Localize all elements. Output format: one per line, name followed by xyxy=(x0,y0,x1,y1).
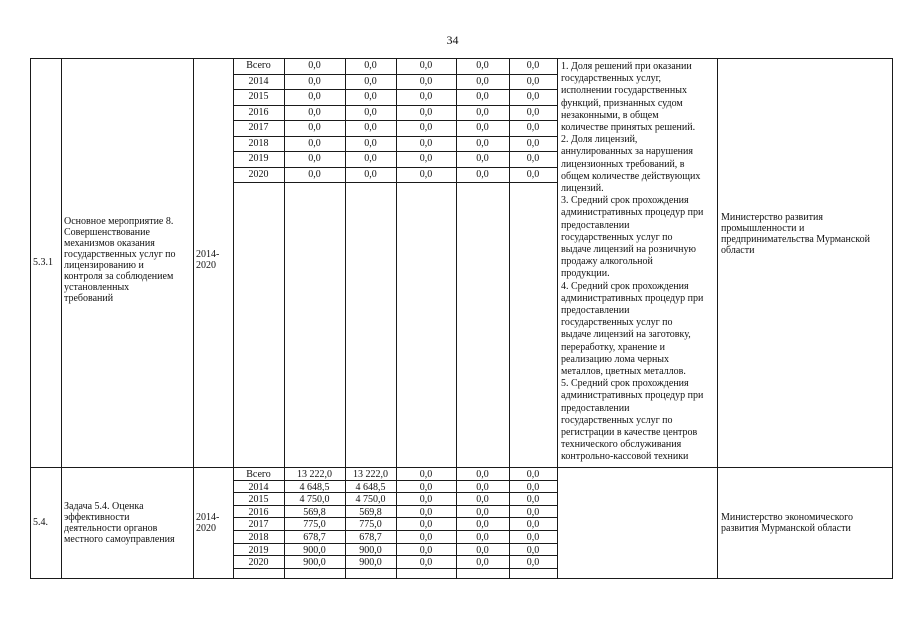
value-cell: 569,8 xyxy=(359,507,382,518)
value-cell: 569,8 xyxy=(303,507,326,518)
value-cell: 0,0 xyxy=(364,169,377,180)
year-row-divider xyxy=(233,89,557,90)
value-cell: 0,0 xyxy=(419,494,433,505)
indicator-line: 1. Доля решений при оказании xyxy=(561,61,692,72)
value-cell: 0,0 xyxy=(364,76,377,87)
value-cell: 0,0 xyxy=(476,545,489,556)
value-cell: 0,0 xyxy=(308,91,321,102)
value-cell: 4 750,0 xyxy=(299,494,330,505)
row-title-line: контроля за соблюдением xyxy=(64,271,174,282)
indicator-line: количестве принятых решений. xyxy=(561,122,696,133)
indicator-line: административных процедур при xyxy=(561,293,704,304)
value-cell: 0,0 xyxy=(364,107,377,118)
row-title-line: деятельности органов xyxy=(64,523,158,534)
indicator-line: продажу алкогольной xyxy=(561,256,653,267)
value-cell: 0,0 xyxy=(526,482,540,493)
row-number: 5.4. xyxy=(33,517,48,528)
value-cell: 0,0 xyxy=(526,76,540,87)
year-row-divider xyxy=(233,530,557,531)
indicator-line: реализацию лома черных xyxy=(561,354,670,365)
indicator-line: 5. Средний срок прохождения xyxy=(561,378,689,389)
value-cell: 0,0 xyxy=(419,532,433,543)
value-cell: 678,7 xyxy=(359,532,382,543)
year-row-divider xyxy=(233,74,557,75)
row-title-line: Основное мероприятие 8. xyxy=(64,216,174,227)
row-title-line: требований xyxy=(64,293,114,304)
year-row-divider xyxy=(233,120,557,121)
year-label: 2019 xyxy=(248,545,269,556)
value-cell: 0,0 xyxy=(419,482,433,493)
row-number: 5.3.1 xyxy=(33,257,53,268)
value-cell: 0,0 xyxy=(476,153,489,164)
year-label: 2016 xyxy=(248,507,269,518)
value-cell: 4 648,5 xyxy=(299,482,330,493)
value-cell: 0,0 xyxy=(419,138,433,149)
indicator-line: предоставлении xyxy=(561,220,630,231)
year-row-divider xyxy=(233,167,557,168)
table-left-border xyxy=(30,58,31,579)
value-cell: 0,0 xyxy=(476,519,489,530)
value-cell: 0,0 xyxy=(526,507,540,518)
year-label: 2018 xyxy=(248,138,269,149)
year-label: 2016 xyxy=(248,107,269,118)
indicator-line: аннулированных за нарушения xyxy=(561,146,693,157)
value-cell: 0,0 xyxy=(476,494,489,505)
value-cell: 0,0 xyxy=(476,507,489,518)
column-divider xyxy=(61,58,62,579)
period-line: 2020 xyxy=(196,260,216,271)
indicator-line: контрольно-кассовой техники xyxy=(561,451,689,462)
value-cell: 678,7 xyxy=(303,532,326,543)
value-cell: 0,0 xyxy=(308,60,321,71)
value-cell: 0,0 xyxy=(526,107,540,118)
executor-line: Министерство развития xyxy=(721,212,823,223)
row-title-line: эффективности xyxy=(64,512,130,523)
indicator-line: лицензий. xyxy=(561,183,604,194)
value-cell: 0,0 xyxy=(419,557,433,568)
value-cell: 0,0 xyxy=(308,107,321,118)
executor-line: Министерство экономического xyxy=(721,512,853,523)
value-cell: 0,0 xyxy=(308,76,321,87)
value-cell: 0,0 xyxy=(526,494,540,505)
value-cell: 900,0 xyxy=(359,557,382,568)
value-cell: 0,0 xyxy=(308,153,321,164)
value-cell: 0,0 xyxy=(419,519,433,530)
table-right-border xyxy=(892,58,893,579)
value-cell: 0,0 xyxy=(419,91,433,102)
value-cell: 900,0 xyxy=(359,545,382,556)
value-cell: 0,0 xyxy=(419,107,433,118)
indicator-line: государственных услуг, xyxy=(561,73,662,84)
year-label: 2020 xyxy=(248,557,269,568)
executor-line: развития Мурманской области xyxy=(721,523,851,534)
value-cell: 0,0 xyxy=(364,122,377,133)
year-label: 2017 xyxy=(248,519,269,530)
value-cell: 0,0 xyxy=(308,122,321,133)
value-cell: 0,0 xyxy=(476,76,489,87)
indicator-line: регистрации в качестве центров xyxy=(561,427,698,438)
year-row-divider xyxy=(233,480,557,481)
value-cell: 0,0 xyxy=(476,557,489,568)
year-row-divider xyxy=(233,568,557,569)
year-row-divider xyxy=(233,505,557,506)
indicator-line: общем количестве действующих xyxy=(561,171,701,182)
value-cell: 775,0 xyxy=(303,519,326,530)
value-cell: 4 750,0 xyxy=(355,494,386,505)
value-cell: 0,0 xyxy=(419,469,433,480)
value-cell: 0,0 xyxy=(364,153,377,164)
year-label: 2019 xyxy=(248,153,269,164)
indicator-line: исполнении государственных xyxy=(561,85,687,96)
year-label: Всего xyxy=(246,469,271,480)
value-cell: 0,0 xyxy=(526,519,540,530)
indicator-line: выдаче лицензий на розничную xyxy=(561,244,696,255)
value-cell: 0,0 xyxy=(526,545,540,556)
indicator-line: административных процедур при xyxy=(561,390,704,401)
row-title-line: Совершенствование xyxy=(64,227,150,238)
indicator-line: переработку, хранение и xyxy=(561,342,665,353)
page-number: 34 xyxy=(446,33,459,47)
period-line: 2014- xyxy=(196,249,220,260)
row-title-line: государственных услуг по xyxy=(64,249,176,260)
year-row-divider xyxy=(233,543,557,544)
value-cell: 0,0 xyxy=(419,169,433,180)
value-cell: 0,0 xyxy=(476,469,489,480)
value-cell: 13 222,0 xyxy=(297,469,332,480)
row-title-line: местного самоуправления xyxy=(64,534,175,545)
indicator-line: государственных услуг по xyxy=(561,317,673,328)
value-cell: 0,0 xyxy=(476,122,489,133)
value-cell: 4 648,5 xyxy=(355,482,386,493)
value-cell: 0,0 xyxy=(419,60,433,71)
value-cell: 0,0 xyxy=(308,138,321,149)
value-cell: 0,0 xyxy=(526,169,540,180)
value-cell: 0,0 xyxy=(419,507,433,518)
year-label: 2017 xyxy=(248,122,269,133)
indicator-line: продукции. xyxy=(561,268,610,279)
year-label: 2014 xyxy=(248,76,269,87)
value-cell: 0,0 xyxy=(308,169,321,180)
value-cell: 0,0 xyxy=(364,138,377,149)
value-cell: 0,0 xyxy=(364,60,377,71)
period-line: 2014- xyxy=(196,512,220,523)
value-cell: 775,0 xyxy=(359,519,382,530)
row-title-line: механизмов оказания xyxy=(64,238,155,249)
column-divider xyxy=(193,58,194,579)
row-title-line: установленных xyxy=(64,282,130,293)
row-separator xyxy=(30,467,892,468)
value-cell: 0,0 xyxy=(364,91,377,102)
year-label: 2014 xyxy=(248,482,269,493)
column-divider xyxy=(557,58,558,579)
row-title-line: лицензированию и xyxy=(64,260,144,271)
value-cell: 0,0 xyxy=(526,138,540,149)
indicator-line: металлов, цветных металлов. xyxy=(561,366,686,377)
value-cell: 0,0 xyxy=(476,91,489,102)
indicator-line: выдаче лицензий на заготовку, xyxy=(561,329,691,340)
value-cell: 0,0 xyxy=(419,122,433,133)
year-row-divider xyxy=(233,105,557,106)
value-cell: 0,0 xyxy=(476,107,489,118)
indicator-line: государственных услуг по xyxy=(561,232,673,243)
value-cell: 900,0 xyxy=(303,545,326,556)
indicator-line: административных процедур при xyxy=(561,207,704,218)
value-cell: 0,0 xyxy=(526,469,540,480)
value-cell: 0,0 xyxy=(476,482,489,493)
value-cell: 900,0 xyxy=(303,557,326,568)
indicator-line: 2. Доля лицензий, xyxy=(561,134,638,145)
indicator-line: 4. Средний срок прохождения xyxy=(561,281,689,292)
value-cell: 0,0 xyxy=(476,532,489,543)
year-label: 2018 xyxy=(248,532,269,543)
executor-line: предпринимательства Мурманской xyxy=(721,234,870,245)
year-label: 2020 xyxy=(248,169,269,180)
value-cell: 0,0 xyxy=(419,76,433,87)
indicator-line: лицензионных требований, в xyxy=(561,159,685,170)
indicator-line: незаконными, в общем xyxy=(561,110,659,121)
indicator-line: технического обслуживания xyxy=(561,439,682,450)
year-label: Всего xyxy=(246,60,271,71)
value-cell: 0,0 xyxy=(526,557,540,568)
table-top-border xyxy=(30,58,892,59)
value-cell: 0,0 xyxy=(526,532,540,543)
value-cell: 13 222,0 xyxy=(353,469,388,480)
row-title-line: Задача 5.4. Оценка xyxy=(64,501,144,512)
indicator-line: функций, признанных судом xyxy=(561,98,683,109)
period-line: 2020 xyxy=(196,523,216,534)
executor-line: области xyxy=(721,245,755,256)
indicator-line: предоставлении xyxy=(561,403,630,414)
value-cell: 0,0 xyxy=(476,60,489,71)
value-cell: 0,0 xyxy=(526,91,540,102)
value-cell: 0,0 xyxy=(526,153,540,164)
column-divider xyxy=(717,58,718,579)
executor-line: промышленности и xyxy=(721,223,805,234)
year-row-divider xyxy=(233,151,557,152)
year-row-divider xyxy=(233,136,557,137)
value-cell: 0,0 xyxy=(476,169,489,180)
indicator-line: государственных услуг по xyxy=(561,415,673,426)
value-cell: 0,0 xyxy=(526,60,540,71)
indicator-line: 3. Средний срок прохождения xyxy=(561,195,689,206)
value-cell: 0,0 xyxy=(419,545,433,556)
value-cell: 0,0 xyxy=(419,153,433,164)
table-bottom-border xyxy=(30,578,892,579)
year-label: 2015 xyxy=(248,494,269,505)
value-cell: 0,0 xyxy=(526,122,540,133)
year-label: 2015 xyxy=(248,91,269,102)
indicator-line: предоставлении xyxy=(561,305,630,316)
year-row-divider xyxy=(233,182,557,183)
value-cell: 0,0 xyxy=(476,138,489,149)
